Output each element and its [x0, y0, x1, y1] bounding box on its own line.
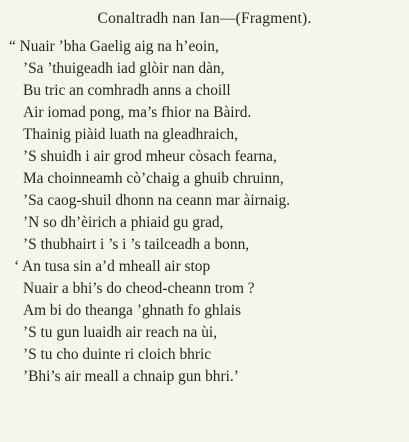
- poem-line: ’Sa caog-shuil dhonn na ceann mar àirnaig.: [23, 192, 291, 209]
- poem-line: ’S thubhairt i ’s i ’s tailceadh a bonn,: [23, 236, 250, 253]
- poem-line: ’Sa ’thuigeadh iad glòir nan dàn,: [23, 60, 225, 77]
- poem-line: Bu tric an comhradh anns a choill: [23, 82, 231, 99]
- poem-line: ’Bhi’s air meall a chnaip gun bhri.’: [23, 368, 239, 385]
- poem-line: Am bi do theanga ’ghnath fo ghlais: [23, 302, 241, 319]
- poem-line: ’S tu gun luaidh air reach na ùi,: [23, 324, 218, 341]
- poem-line: Nuair a bhi’s do cheod-cheann trom ?: [23, 280, 255, 297]
- poem-line: ‘ An tusa sin a’d mheall air stop: [14, 258, 211, 275]
- poem-line: Ma choinneamh cò’chaig a ghuib chruinn,: [23, 170, 284, 187]
- poem-line: Air iomad pong, ma’s fhior na Bàird.: [23, 104, 252, 121]
- poem-line: “ Nuair ’bha Gaelig aig na h’eoin,: [9, 38, 219, 55]
- poem-title: Conaltradh nan Ian—(Fragment).: [97, 10, 312, 27]
- poem-line: ’S shuidh i air grod mheur còsach fearna,: [23, 148, 277, 165]
- poem-line: ’S tu cho duinte ri cloich bhric: [23, 346, 212, 363]
- poem-line: Thainig piàid luath na gleadhraich,: [23, 126, 238, 143]
- poem-line: ’N so dh’èirich a phiaid gu grad,: [23, 214, 224, 231]
